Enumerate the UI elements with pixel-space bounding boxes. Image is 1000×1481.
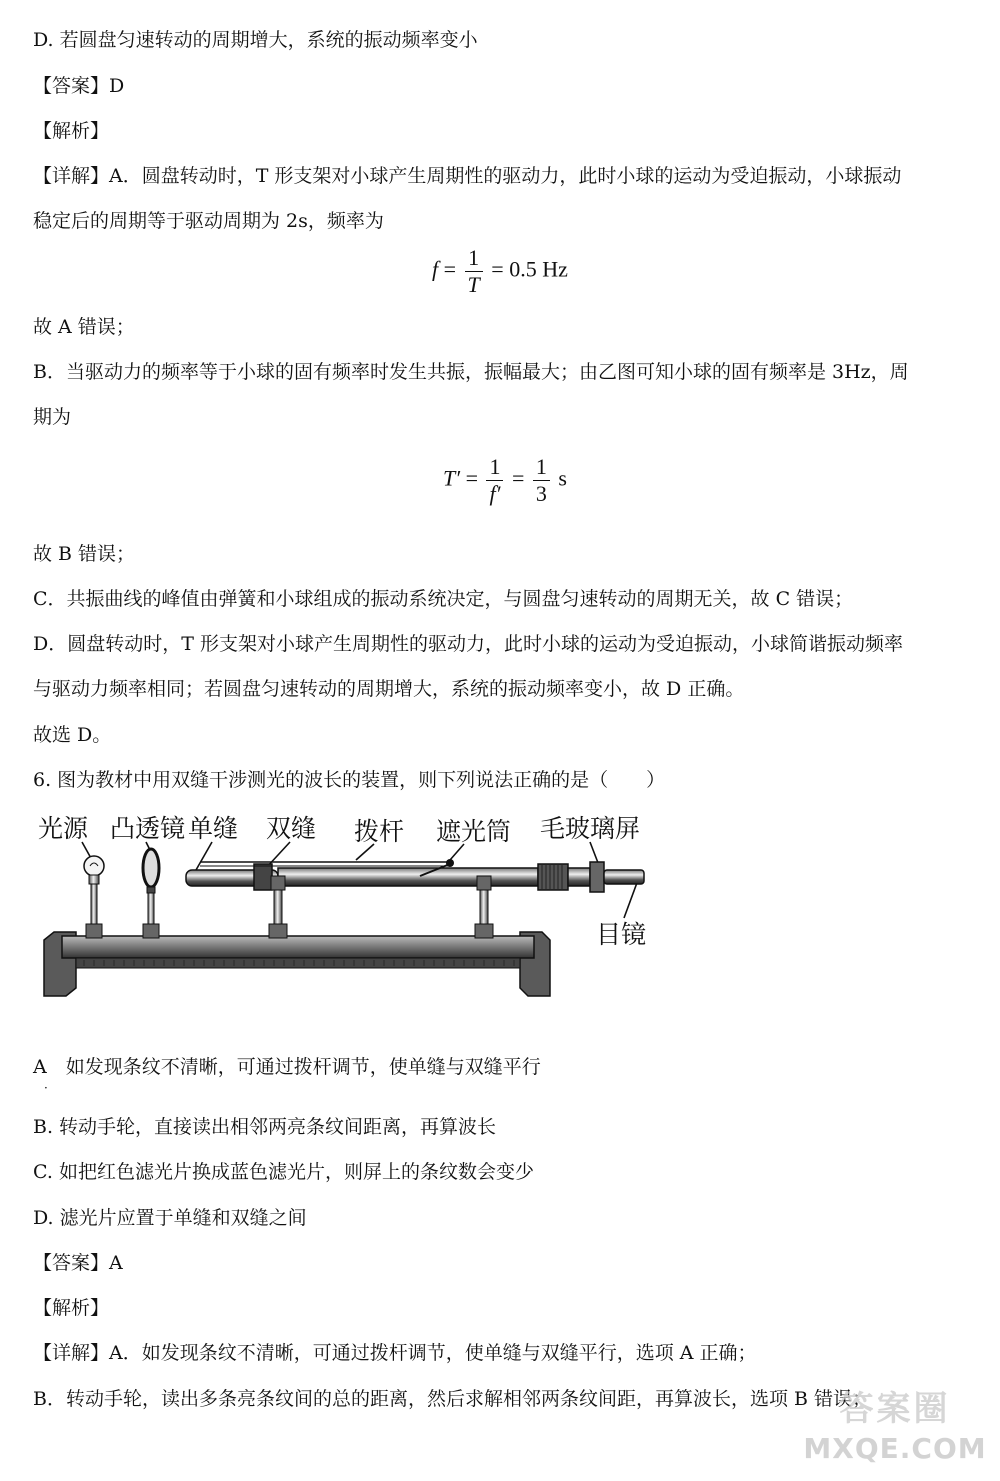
q5-detail-d-line1: D．圆盘转动时，T 形支架对小球产生周期性的驱动力，此时小球的运动为受迫振动，小球简谐振动频率 xyxy=(33,633,903,655)
label-screen: 毛玻璃屏 xyxy=(540,814,641,843)
q5-a-wrong: 故 A 错误； xyxy=(33,316,135,338)
site-watermark xyxy=(800,1387,990,1477)
q5-answer: 【答案】D xyxy=(33,75,125,97)
q5-detail-c: C．共振曲线的峰值由弹簧和小球组成的振动系统决定，与圆盘匀速转动的周期无关，故 C 错误； xyxy=(33,588,854,610)
convex-lens-icon xyxy=(143,849,159,938)
label-light-source: 光源 xyxy=(38,814,89,843)
q5-detail-b-line2: 期为 xyxy=(33,406,72,428)
formula2-unit: s xyxy=(558,465,567,491)
q6-option-d: D. 滤光片应置于单缝和双缝之间 xyxy=(33,1207,307,1229)
label-convex-lens: 凸透镜 xyxy=(110,814,186,843)
label-eyepiece: 目镜 xyxy=(596,920,647,949)
q6-stem: 6. 图为教材中用双缝干涉测光的波长的装置，则下列说法正确的是（ ） xyxy=(33,769,666,791)
label-double-slit: 双缝 xyxy=(266,814,317,843)
option-a-dot: · xyxy=(44,1081,48,1095)
formula-period: T′ = $\frac{1}{f'}$ = $\frac{1}{3}$ s xyxy=(443,454,567,506)
formula2-numerator2: 1 xyxy=(533,454,550,481)
q5-option-d: D. 若圆盘匀速转动的周期增大，系统的振动频率变小 xyxy=(33,29,478,51)
formula2-fraction1 xyxy=(486,454,503,507)
tube-support-1 xyxy=(269,876,287,938)
q6-option-a: A 如发现条纹不清晰，可通过拨杆调节，使单缝与双缝平行 xyxy=(33,1056,541,1078)
q5-b-wrong: 故 B 错误； xyxy=(33,543,136,565)
formula2-numerator1: 1 xyxy=(486,454,503,481)
formula-numerator: 1 xyxy=(465,245,483,272)
light-bulb-icon xyxy=(84,856,104,938)
q5-detail-a-line2: 稳定后的周期等于驱动周期为 2s，频率为 xyxy=(33,210,384,232)
formula2-lhs: T′ xyxy=(443,465,461,491)
formula2-denominator1: f′ xyxy=(489,481,501,506)
formula-frequency: f = $\frac{1}{T}$ = 0.5 Hz xyxy=(432,245,568,297)
watermark-bottom: MXQE.COM xyxy=(803,1432,987,1465)
q5-choose: 故选 D。 xyxy=(33,724,112,746)
formula-rhs: = 0.5 Hz xyxy=(491,256,568,282)
q5-detail-a-line1: 【详解】A．圆盘转动时，T 形支架对小球产生周期性的驱动力，此时小球的运动为受迫振动，小球振动 xyxy=(33,165,902,187)
label-lever: 拨杆 xyxy=(354,817,405,846)
label-hood: 遮光筒 xyxy=(436,817,512,846)
formula-fraction xyxy=(465,245,483,298)
formula2-denominator2: 3 xyxy=(535,481,547,506)
q6-option-c: C. 如把红色滤光片换成蓝色滤光片，则屏上的条纹数会变少 xyxy=(33,1161,534,1183)
formula-lhs: f xyxy=(432,256,439,282)
q5-analysis-heading: 【解析】 xyxy=(33,120,110,142)
q5-detail-d-line2: 与驱动力频率相同；若圆盘匀速转动的周期增大，系统的振动频率变小，故 D 正确。 xyxy=(33,678,745,700)
q6-option-b: B. 转动手轮，直接读出相邻两亮条纹间距离，再算波长 xyxy=(33,1116,497,1138)
q6-analysis-heading: 【解析】 xyxy=(33,1297,110,1319)
tube-support-2 xyxy=(475,876,493,938)
label-single-slit: 单缝 xyxy=(188,814,239,843)
formula-denominator: T xyxy=(467,272,480,297)
formula2-fraction2 xyxy=(533,454,550,507)
watermark-top: 答案圈 xyxy=(839,1389,951,1429)
q6-detail-a: 【详解】A．如发现条纹不清晰，可通过拨杆调节，使单缝与双缝平行，选项 A 正确； xyxy=(33,1342,757,1364)
q5-detail-b-line1: B．当驱动力的频率等于小球的固有频率时发生共振，振幅最大；由乙图可知小球的固有频率是 3Hz，周 xyxy=(33,361,909,383)
q6-detail-b: B．转动手轮，读出多条亮条纹间的总的距离，然后求解相邻两条纹间距，再算波长，选项 B 错误； xyxy=(33,1388,872,1410)
double-slit-apparatus-figure xyxy=(34,810,664,1010)
q6-answer: 【答案】A xyxy=(33,1252,123,1274)
